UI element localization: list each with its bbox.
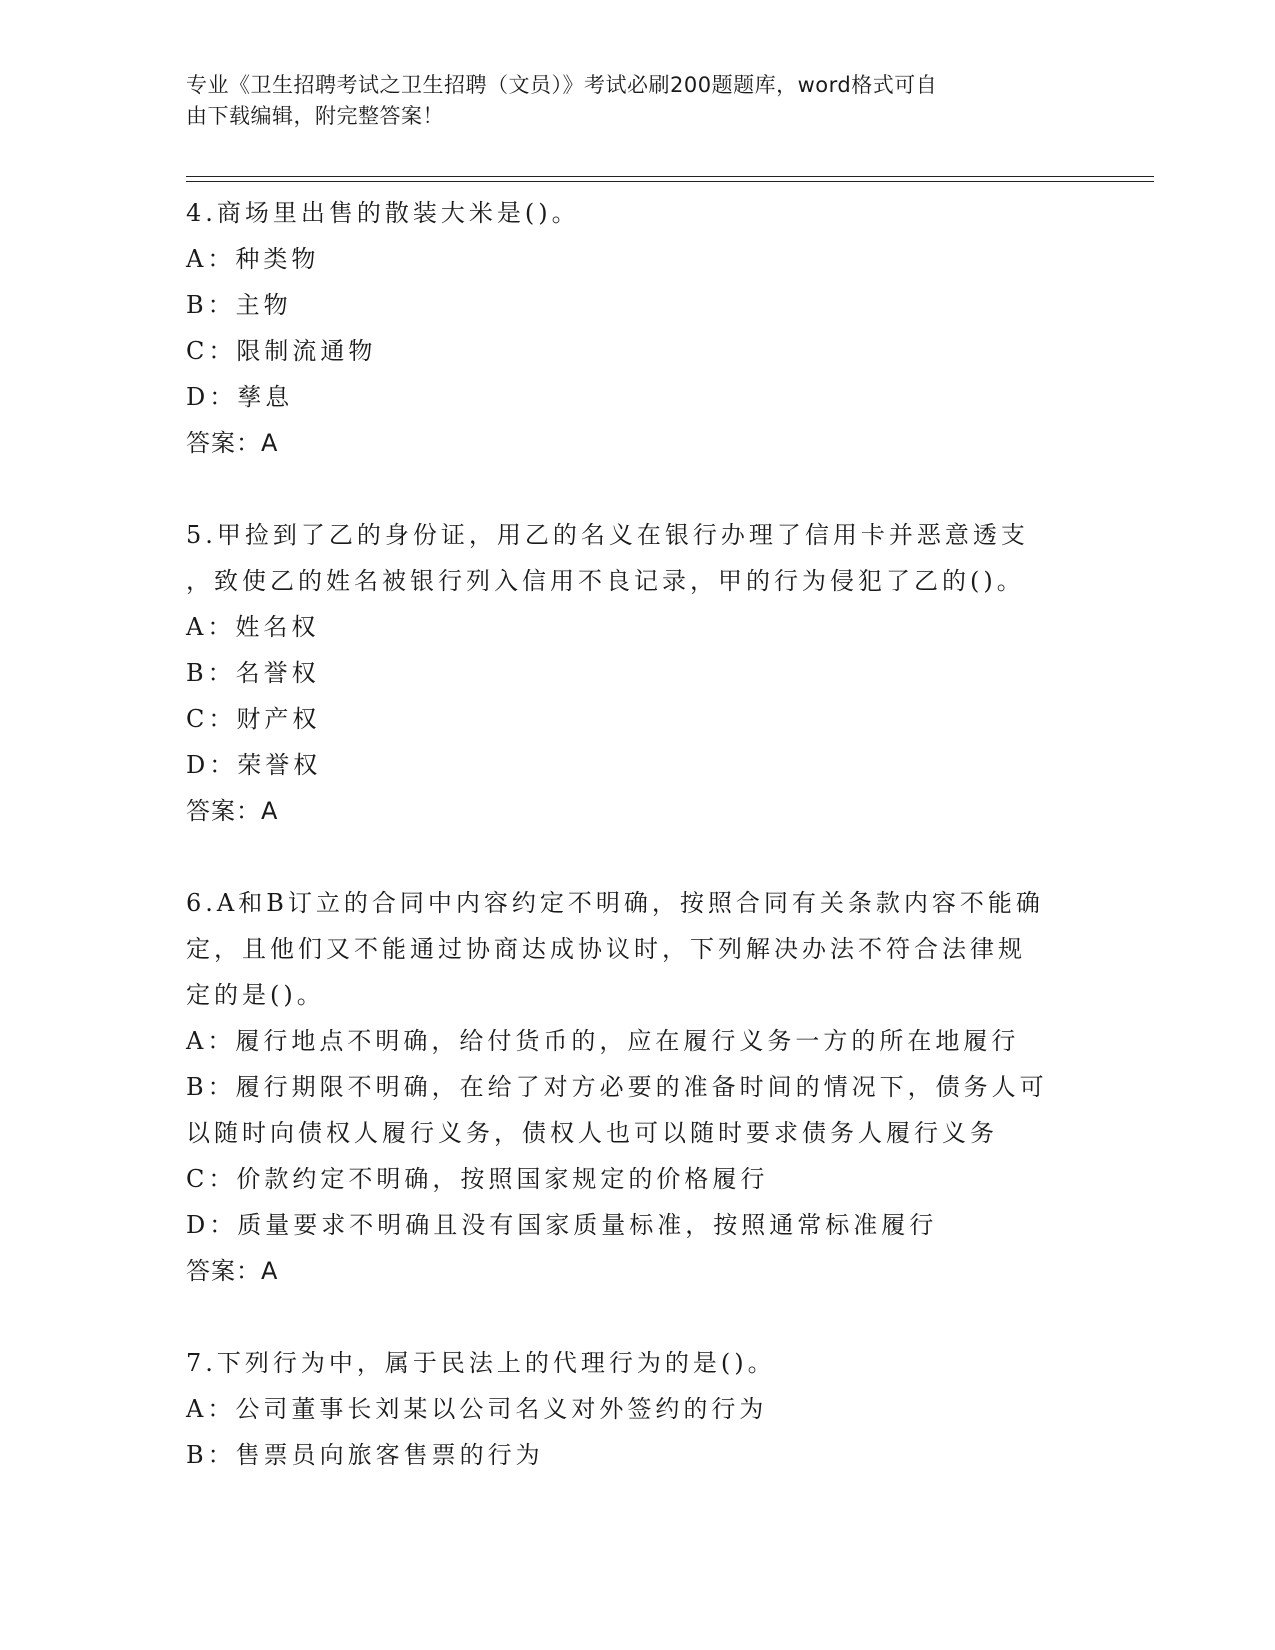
option-d: D：孳息 [186, 383, 294, 411]
question-5 [186, 512, 1086, 834]
option-a: A：姓名权 [186, 613, 320, 641]
question-list [186, 190, 1086, 1524]
option-d: D：荣誉权 [186, 751, 322, 779]
answer-label: 答案：A [186, 797, 279, 825]
option-b: B：名誉权 [186, 659, 320, 687]
question-stem: 7.下列行为中，属于民法上的代理行为的是()。 [186, 1349, 776, 1377]
header-line-1: 专业《卫生招聘考试之卫生招聘（文员）》考试必刷200题题库，word格式可自 [186, 73, 938, 97]
answer-label: 答案：A [186, 1257, 279, 1285]
option-d: D：质量要求不明确且没有国家质量标准，按照通常标准履行 [186, 1211, 938, 1239]
question-stem: 定，且他们又不能通过协商达成协议时，下列解决办法不符合法律规 [186, 935, 1026, 963]
question-stem: 定的是()。 [186, 981, 325, 1009]
option-c: C：限制流通物 [186, 337, 377, 365]
question-7 [186, 1340, 1086, 1478]
option-c: C：价款约定不明确，按照国家规定的价格履行 [186, 1165, 769, 1193]
option-b: B：履行期限不明确，在给了对方必要的准备时间的情况下，债务人可 [186, 1073, 1048, 1101]
option-b: B：主物 [186, 291, 292, 319]
option-a: A：种类物 [186, 245, 320, 273]
question-stem: 4.商场里出售的散装大米是()。 [186, 199, 580, 227]
option-b: B：售票员向旅客售票的行为 [186, 1441, 544, 1469]
option-b-continued: 以随时向债权人履行义务，债权人也可以随时要求债务人履行义务 [186, 1119, 998, 1147]
answer-label: 答案：A [186, 429, 279, 457]
header-divider-bottom [186, 181, 1154, 182]
header-line-2: 由下载编辑，附完整答案！ [186, 104, 444, 128]
question-6 [186, 880, 1086, 1294]
option-a: A：公司董事长刘某以公司名义对外签约的行为 [186, 1395, 768, 1423]
question-stem: 6.A和B订立的合同中内容约定不明确，按照合同有关条款内容不能确 [186, 889, 1044, 917]
option-a: A：履行地点不明确，给付货币的，应在履行义务一方的所在地履行 [186, 1027, 1020, 1055]
question-stem: ，致使乙的姓名被银行列入信用不良记录，甲的行为侵犯了乙的()。 [186, 567, 1025, 595]
question-stem: 5.甲捡到了乙的身份证，用乙的名义在银行办理了信用卡并恶意透支 [186, 521, 1029, 549]
option-c: C：财产权 [186, 705, 321, 733]
question-4 [186, 190, 1086, 466]
header-divider-top [186, 176, 1154, 177]
document-header [186, 70, 1066, 132]
